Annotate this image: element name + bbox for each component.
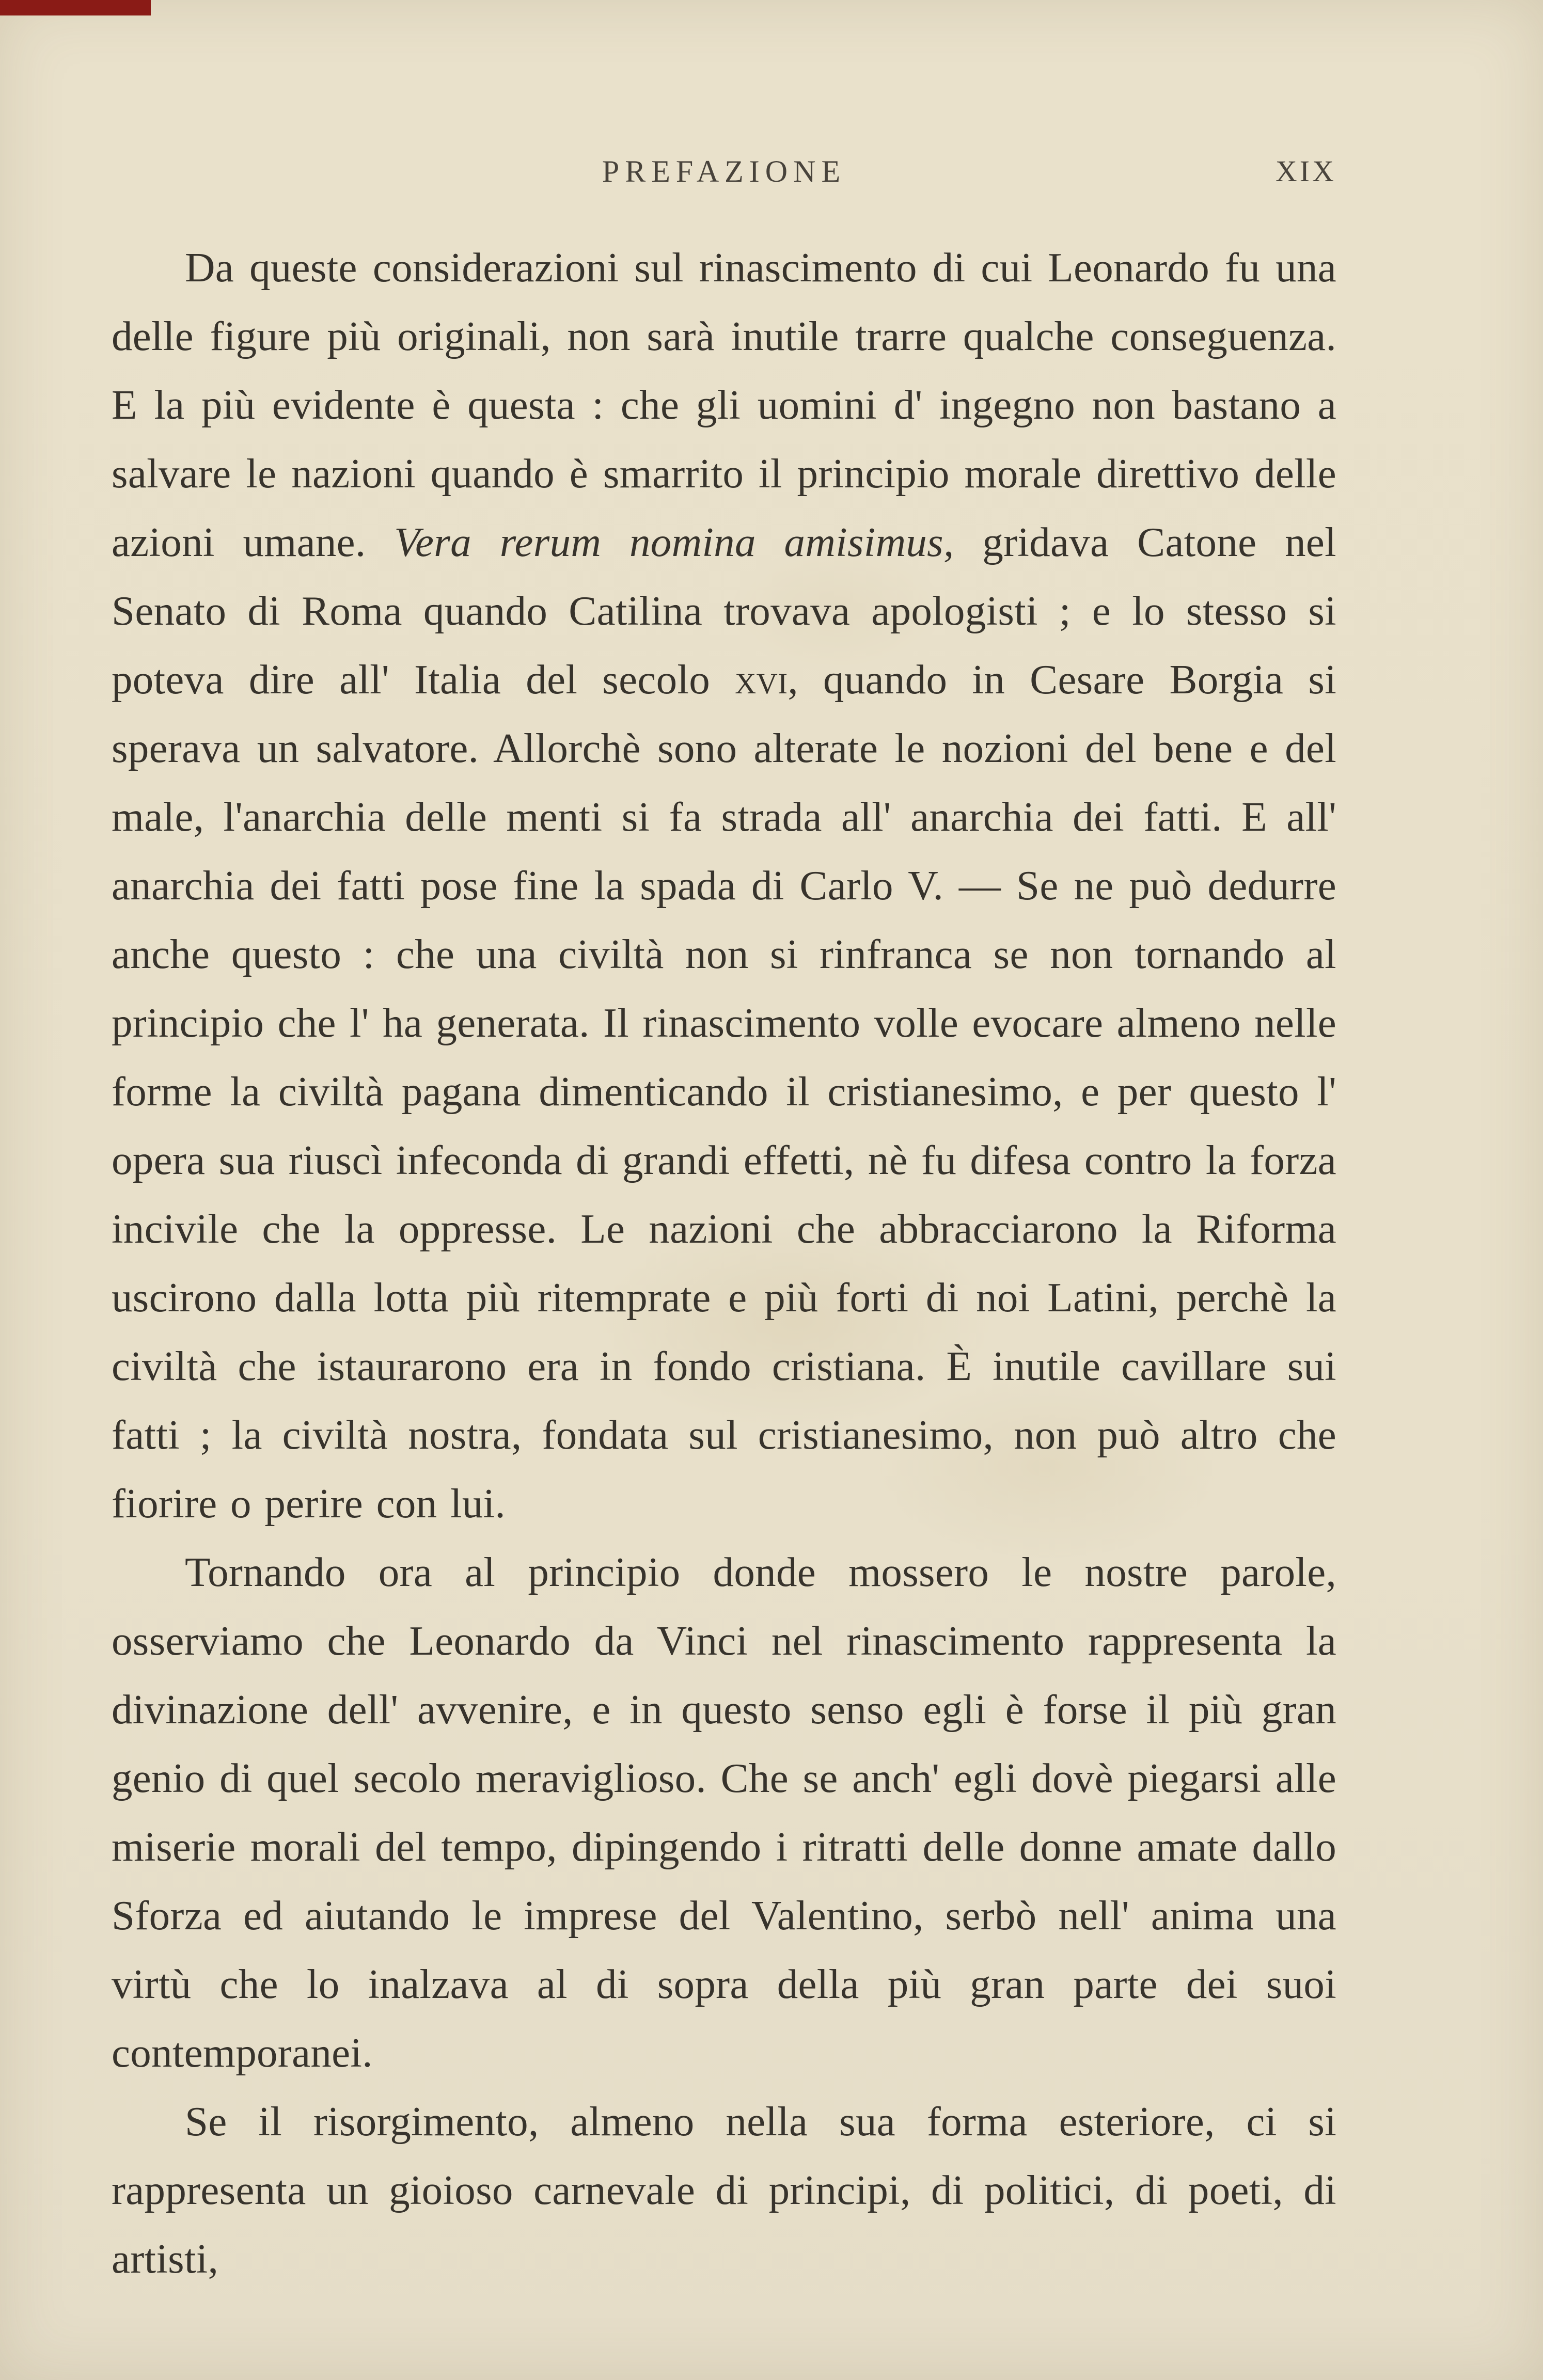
roman-numeral-smallcaps: xvi	[735, 656, 788, 703]
page-header	[112, 154, 1336, 200]
paragraph-3	[112, 2087, 1336, 2293]
running-title: PREFAZIONE	[602, 154, 846, 188]
paragraph-1	[112, 233, 1336, 1538]
text-run: gridava Catone nel Senato di Roma quando Catilina trovava apologisti ; e lo stesso si poteva dire all' Italia del secolo	[112, 519, 1336, 703]
paragraph-2	[112, 1538, 1336, 2087]
text-run: Da queste considerazioni sul rinascimento di cui Leonardo fu una delle figure più originali, non sarà inutile trarre qualche conseguenza. E la più evidente è questa : che gli uomini d' ingegno non bastano a salvare le nazioni quando è smarrito il principio morale direttivo delle azioni umane.	[112, 244, 1336, 565]
page-number: XIX	[1275, 154, 1336, 188]
text-run: Tornando ora al principio donde mossero le nostre parole, osserviamo che Leonardo da Vinci nel rinascimento rappresenta la divinazione dell' avvenire, e in questo senso egli è forse il più gran genio di quel secolo meraviglioso. Che se anch' egli dovè piegarsi alle miserie morali del tempo, dipingendo i ritratti delle donne amate dallo Sforza ed aiutando le imprese del Valentino, serbò nell' anima una virtù che lo inalzava al di sopra della più gran parte dei suoi contemporanei.	[112, 1549, 1336, 2076]
page-body	[112, 233, 1336, 2293]
text-run: Se il risorgimento, almeno nella sua forma esteriore, ci si rappresenta un gioioso carnevale di principi, di politici, di poeti, di artisti,	[112, 2098, 1336, 2282]
text-run: , quando in Cesare Borgia si sperava un salvatore. Allorchè sono alterate le nozioni del bene e del male, l'anarchia delle menti si fa strada all' anarchia dei fatti. E all' anarchia dei fatti pose fine la spada di Carlo V. — Se ne può dedurre anche questo : che una civiltà non si rinfranca se non tornando al principio che l' ha generata. Il rinascimento volle evocare almeno nelle forme la civiltà pagana dimenticando il cristianesimo, e per questo l' opera sua riuscì infeconda di grandi effetti, nè fu difesa contro la forza incivile che la oppresse. Le nazioni che abbracciarono la Riforma uscirono dalla lotta più ritemprate e più forti di noi Latini, perchè la civiltà che istaurarono era in fondo cristiana. È inutile cavillare sui fatti ; la civiltà nostra, fondata sul cristianesimo, non può altro che fiorire o perire con lui.	[112, 656, 1336, 1527]
latin-quote-italic: Vera rerum nomina amisimus,	[394, 519, 954, 565]
scan-edge-artifact	[0, 0, 151, 15]
